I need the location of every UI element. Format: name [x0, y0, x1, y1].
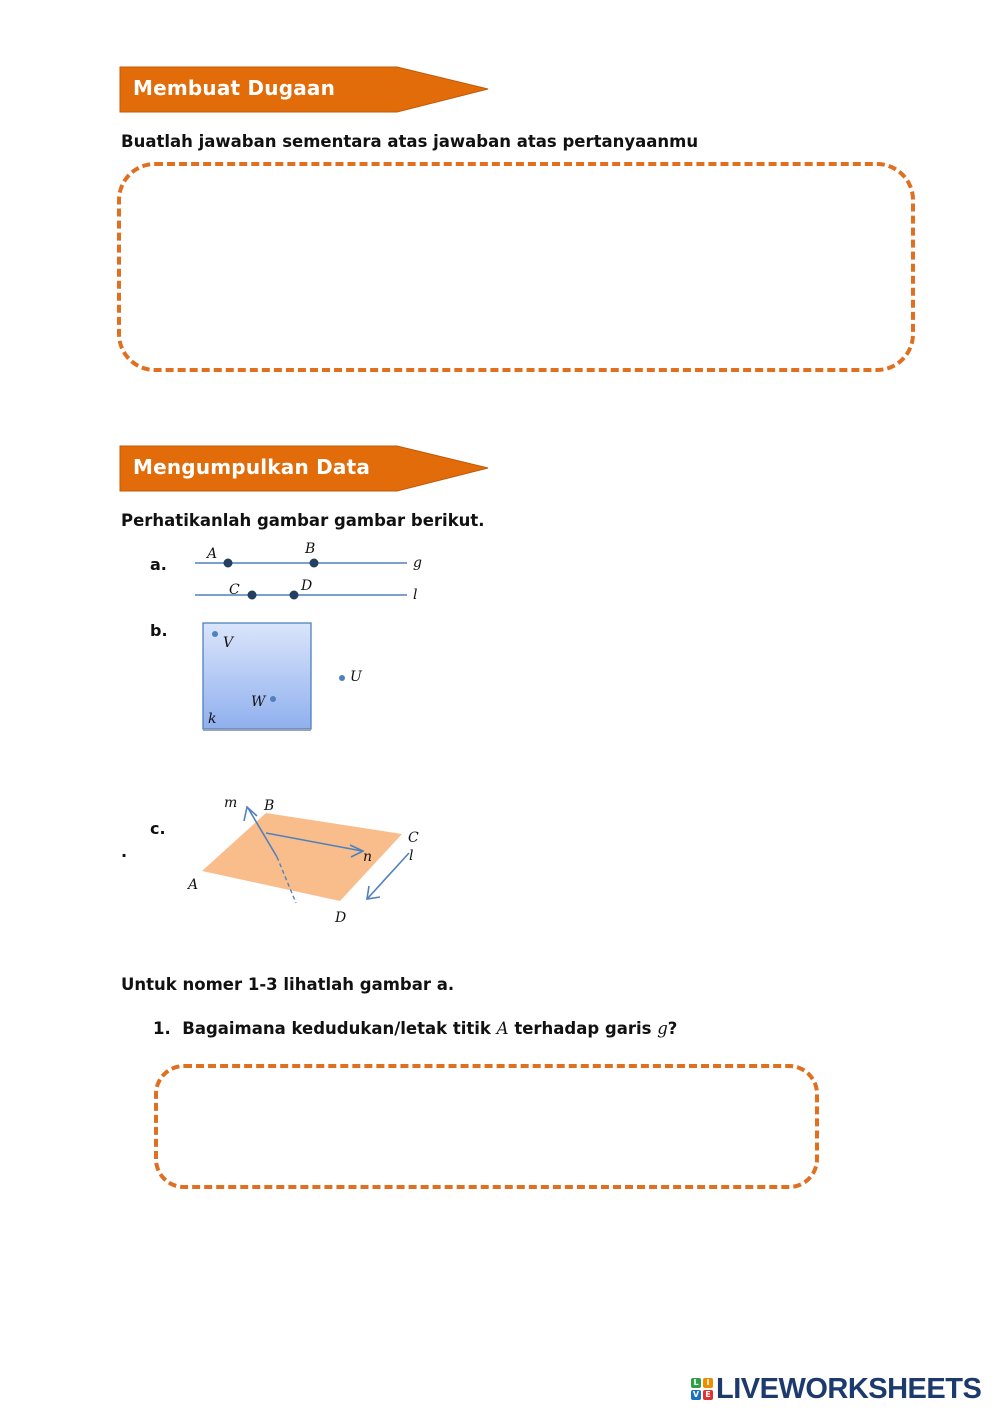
figure-a-label: a.: [150, 555, 167, 574]
logo-letter: I: [703, 1378, 713, 1388]
question-text-before: Bagaimana kedudukan/letak titik: [182, 1019, 491, 1038]
label-l: l: [413, 587, 418, 603]
question-number: 1.: [153, 1019, 171, 1038]
hypothesis-instruction: Buatlah jawaban sementara atas jawaban atas pertanyaanmu: [121, 132, 699, 151]
label-b: B: [305, 541, 316, 557]
label-l: l: [409, 848, 414, 864]
label-g: g: [413, 555, 422, 571]
questions-intro: Untuk nomer 1-3 lihatlah gambar a.: [121, 975, 455, 994]
figure-b-plane: [195, 615, 375, 740]
label-c: C: [408, 830, 419, 846]
label-v: V: [223, 635, 234, 651]
logo-letter: L: [691, 1378, 701, 1388]
label-a: A: [207, 546, 218, 562]
section-banner-hypothesis: [119, 66, 491, 114]
label-d: D: [335, 910, 347, 926]
label-b: B: [264, 798, 275, 814]
figure-a-parallel-lines: [185, 538, 435, 608]
section-title: Membuat Dugaan: [133, 76, 336, 100]
point-d: [290, 591, 299, 600]
question-1: [153, 1019, 677, 1038]
liveworksheets-logo[interactable]: [691, 1372, 981, 1406]
label-u: U: [350, 669, 362, 685]
plane-k: [203, 623, 311, 729]
label-w: W: [251, 694, 266, 710]
point-a: [224, 559, 233, 568]
label-c: C: [229, 582, 240, 598]
figure-c-label: c.: [150, 819, 166, 838]
label-n: n: [363, 849, 373, 865]
point-b: [310, 559, 319, 568]
label-m: m: [224, 795, 238, 811]
point-w: [270, 696, 276, 702]
data-instruction: Perhatikanlah gambar gambar berikut.: [121, 511, 485, 530]
question-mark: ?: [667, 1019, 678, 1038]
question-1-answer-box[interactable]: [154, 1064, 819, 1189]
question-text-middle: terhadap garis: [514, 1019, 652, 1038]
figure-b-label: b.: [150, 621, 168, 640]
label-k: k: [208, 711, 217, 727]
section-title: Mengumpulkan Data: [133, 455, 371, 479]
question-var-a: A: [496, 1019, 509, 1038]
point-u: [339, 675, 345, 681]
label-d: D: [301, 578, 313, 594]
hypothesis-answer-box[interactable]: [117, 162, 915, 372]
logo-letter: V: [692, 1390, 700, 1399]
figure-c-plane-with-lines: [180, 785, 430, 930]
label-a: A: [188, 877, 199, 893]
figure-c-dot: .: [121, 842, 128, 861]
logo-brand-text: LIVEWORKSHEETS: [716, 1372, 982, 1405]
section-banner-data: [119, 445, 491, 493]
question-var-g: g: [657, 1019, 668, 1038]
logo-grid-icon: [691, 1378, 713, 1400]
point-c: [248, 591, 257, 600]
logo-letter: E: [703, 1390, 713, 1400]
point-v: [212, 631, 218, 637]
